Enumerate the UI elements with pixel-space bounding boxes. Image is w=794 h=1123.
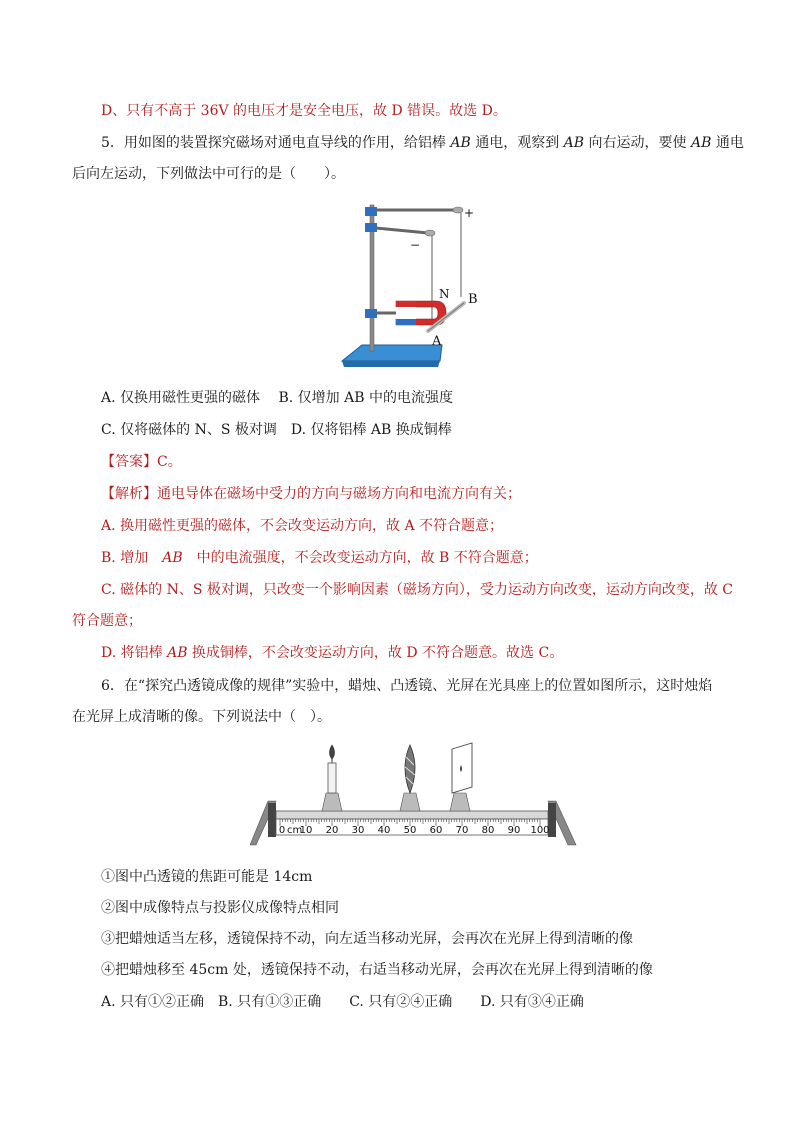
q5-analysis: 【解析】通电导体在磁场中受力的方向与磁场方向和电流方向有关； <box>101 486 521 502</box>
q6-optical-bench-figure <box>250 735 580 850</box>
q5-minus-label: − <box>410 238 421 252</box>
q6-statement-1: ①图中凸透镜的焦距可能是 14cm <box>101 869 313 885</box>
q5-analysis-d: D. 将铝棒 AB 换成铜棒，不会改变运动方向，故 D 不符合题意。故选 C。 <box>101 645 564 661</box>
ruler-tick-label: 50 <box>403 825 417 836</box>
q6-stem-line-2: 在光屏上成清晰的像。下列说法中（ ）。 <box>72 709 331 725</box>
bench-left-post <box>268 803 276 837</box>
q6-statement-4: ④把蜡烛移至 45cm 处，透镜保持不动，右适当移动光屏，会再次在光屏上得到清晰的像 <box>101 962 653 978</box>
ruler-tick-label: 100 <box>530 825 550 836</box>
q5-b-label: B <box>468 292 478 307</box>
q6-statement-2: ②图中成像特点与投影仪成像特点相同 <box>101 900 339 916</box>
convex-lens <box>400 745 420 811</box>
ruler-tick-label: 60 <box>429 825 443 836</box>
ruler-tick-label: 0 <box>278 825 286 836</box>
ruler-tick-label: 20 <box>325 825 339 836</box>
q5-apparatus-figure <box>338 195 488 375</box>
q5-analysis-c-line-2: 符合题意； <box>72 613 142 629</box>
q5-analysis-b: B. 增加 AB 中的电流强度，不会改变运动方向，故 B 不符合题意； <box>101 550 538 566</box>
q6-statement-3: ③把蜡烛适当左移，透镜保持不动，向左适当移动光屏，会再次在光屏上得到清晰的像 <box>101 931 633 947</box>
q5-n-label: N <box>439 287 450 301</box>
q5-options-row-1: A. 仅换用磁性更强的磁体 B. 仅增加 AB 中的电流强度 <box>101 390 453 406</box>
ruler-tick-label: 80 <box>481 825 495 836</box>
q5-a-label: A <box>432 334 442 349</box>
ruler-tick-label: 10 <box>299 825 313 836</box>
light-screen <box>450 743 472 811</box>
prev-option-d-analysis: D、只有不高于 36V 的电压才是安全电压，故 D 错误。故选 D。 <box>101 103 507 119</box>
ruler-tick-label: 30 <box>351 825 365 836</box>
ruler-tick-label: 40 <box>377 825 391 836</box>
ruler-tick-label: 70 <box>455 825 469 836</box>
q5-analysis-a: A. 换用磁性更强的磁体，不会改变运动方向，故 A 不符合题意； <box>101 518 504 534</box>
q5-stem-line-2: 后向左运动，下列做法中可行的是（ ）。 <box>72 166 345 182</box>
q6-stem-line-1: 6．在“探究凸透镜成像的规律”实验中，蜡烛、凸透镜、光屏在光具座上的位置如图所示，这时烛焰 <box>101 678 713 694</box>
ruler-unit-label: cm <box>287 825 303 836</box>
q6-options: A. 只有①②正确 B. 只有①③正确 C. 只有②④正确 D. 只有③④正确 <box>101 994 584 1010</box>
bench-rail <box>276 811 548 819</box>
q5-options-row-2: C. 仅将磁体的 N、S 极对调 D. 仅将铝棒 AB 换成铜棒 <box>101 422 452 438</box>
ruler-tick-label: 90 <box>507 825 521 836</box>
q5-answer: 【答案】C。 <box>101 454 182 470</box>
candle <box>322 745 342 811</box>
q5-plus-label: + <box>464 206 475 220</box>
q5-stem-line-1: 5．用如图的装置探究磁场对通电直导线的作用，给铝棒 AB 通电，观察到 AB 向右运动，要使 AB 通电 <box>101 135 744 151</box>
q5-analysis-c-line-1: C. 磁体的 N、S 极对调，只改变一个影响因素（磁场方向），受力运动方向改变，运动方向改变，故 C <box>101 582 734 598</box>
